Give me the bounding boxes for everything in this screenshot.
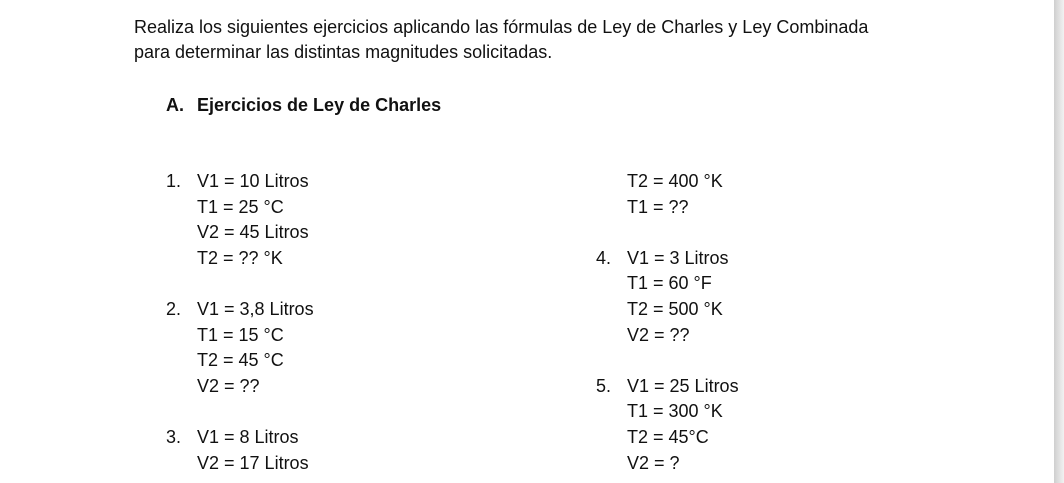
section-title: Ejercicios de Ley de Charles — [197, 95, 442, 115]
exercise-3-t1: T1 = ?? — [627, 197, 689, 217]
exercise-number: 3. — [166, 427, 182, 447]
exercise-4-v2: V2 = ?? — [627, 325, 690, 345]
exercise-number: 4. — [596, 248, 612, 268]
exercise-5-t2: T2 = 45°C — [627, 427, 709, 447]
exercise-number: 1. — [166, 171, 182, 191]
exercise-5-t1: T1 = 300 °K — [627, 401, 723, 421]
exercise-3-v2: V2 = 17 Litros — [197, 453, 309, 473]
exercise-2-t2: T2 = 45 °C — [197, 350, 284, 370]
exercise-2-v2: V2 = ?? — [197, 376, 260, 396]
instructions-line-1: Realiza los siguientes ejercicios aplicando las fórmulas de Ley de Charles y Ley Combinada — [134, 17, 869, 37]
exercise-4-t2: T2 = 500 °K — [627, 299, 723, 319]
exercise-3-v1: V1 = 8 Litros — [197, 427, 299, 447]
exercise-4-v1: V1 = 3 Litros — [627, 248, 729, 268]
exercise-1-v2: V2 = 45 Litros — [197, 222, 309, 242]
section-number: A. — [166, 95, 184, 115]
exercise-5-v2: V2 = ? — [627, 453, 680, 473]
exercise-4-t1: T1 = 60 °F — [627, 273, 712, 293]
exercise-5-v1: V1 = 25 Litros — [627, 376, 739, 396]
instructions-line-2: para determinar las distintas magnitudes solicitadas. — [134, 42, 553, 62]
section-heading — [166, 94, 441, 116]
exercise-2-t1: T1 = 15 °C — [197, 325, 284, 345]
exercise-1-t2: T2 = ?? °K — [197, 248, 283, 268]
instructions — [134, 15, 1014, 65]
exercise-1-t1: T1 = 25 °C — [197, 197, 284, 217]
exercise-number: 5. — [596, 376, 612, 396]
exercise-2-v1: V1 = 3,8 Litros — [197, 299, 314, 319]
exercise-3-t2: T2 = 400 °K — [627, 171, 723, 191]
exercise-1-v1: V1 = 10 Litros — [197, 171, 309, 191]
exercise-number: 2. — [166, 299, 182, 319]
page-edge — [1054, 0, 1064, 483]
